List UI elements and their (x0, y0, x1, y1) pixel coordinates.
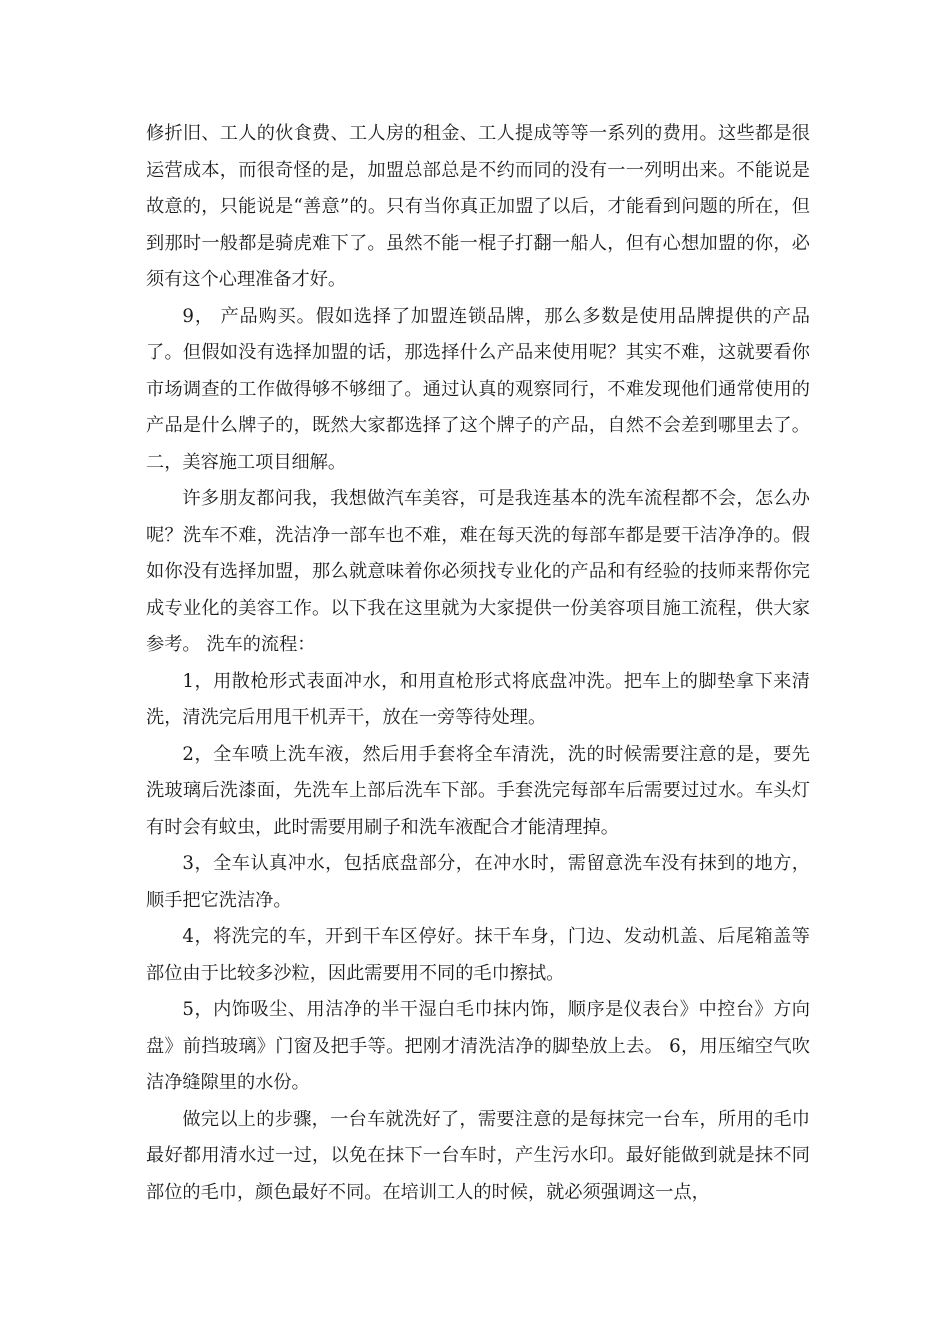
paragraph-step-4: 4，将洗完的车，开到干车区停好。抹干车身，门边、发动机盖、后尾箱盖等部位由于比较多沙粒，因此需要用不同的毛巾擦拭。 (146, 926, 810, 984)
paragraph-step-5-6: 5，内饰吸尘、用洁净的半干湿白毛巾抹内饰，顺序是仪表台》中控台》方向盘》前挡玻璃》门窗及把手等。把刚才清洗洁净的脚垫放上去。 6，用压缩空气吹洁净缝隙里的水份。 (146, 999, 810, 1093)
paragraph-wash-intro: 许多朋友都问我，我想做汽车美容，可是我连基本的洗车流程都不会，怎么办呢？洗车不难，洗洁净一部车也不难，难在每天洗的每部车都是要干洁净净的。假如你没有选择加盟，那么就意味着你必须找专业化的产品和有经验的技师来帮你完成专业化的美容工作。以下我在这里就为大家提供一份美容项目施工流程，供大家参考。 洗车的流程： (146, 488, 810, 655)
paragraph-costs: 修折旧、工人的伙食费、工人房的租金、工人提成等等一系列的费用。这些都是很运营成本，而很奇怪的是，加盟总部总是不约而同的没有一一列明出来。不能说是故意的，只能说是“善意”的。只有当你真正加盟了以后，才能看到问题的所在，但到那时一般都是骑虎难下了。虽然不能一棍子打翻一船人，但有心想加盟的你，必须有这个心理准备才好。 (146, 123, 810, 290)
document-body (146, 116, 810, 1211)
paragraph-step-3: 3，全车认真冲水，包括底盘部分，在冲水时，需留意洗车没有抹到的地方，顺手把它洗洁净。 (146, 853, 810, 911)
paragraph-step-1: 1，用散枪形式表面冲水，和用直枪形式将底盘冲洗。把车上的脚垫拿下来清洗，清洗完后用甩干机弄干，放在一旁等待处理。 (146, 670, 810, 728)
paragraph-step-2: 2，全车喷上洗车液，然后用手套将全车清洗，洗的时候需要注意的是，要先洗玻璃后洗漆面，先洗车上部后洗车下部。手套洗完每部车后需要过过水。车头灯有时会有蚊虫，此时需要用刷子和洗车液配合才能清理掉。 (146, 743, 810, 838)
paragraph-product-purchase: 9， 产品购买。假如选择了加盟连锁品牌，那么多数是使用品牌提供的产品了。但假如没有选择加盟的话，那选择什么产品来使用呢？其实不难，这就要看你市场调查的工作做得够不够细了。通过认真的观察同行，不难发现他们通常使用的产品是什么牌子的，既然大家都选择了这个牌子的产品，自然不会差到哪里去了。 二，美容施工项目细解。 (146, 305, 810, 473)
paragraph-conclusion: 做完以上的步骤，一台车就洗好了，需要注意的是每抹完一台车，所用的毛巾最好都用清水过一过，以免在抹下一台车时，产生污水印。最好能做到就是抹不同部位的毛巾，颜色最好不同。在培训工人的时候，就必须强调这一点， (146, 1108, 810, 1203)
